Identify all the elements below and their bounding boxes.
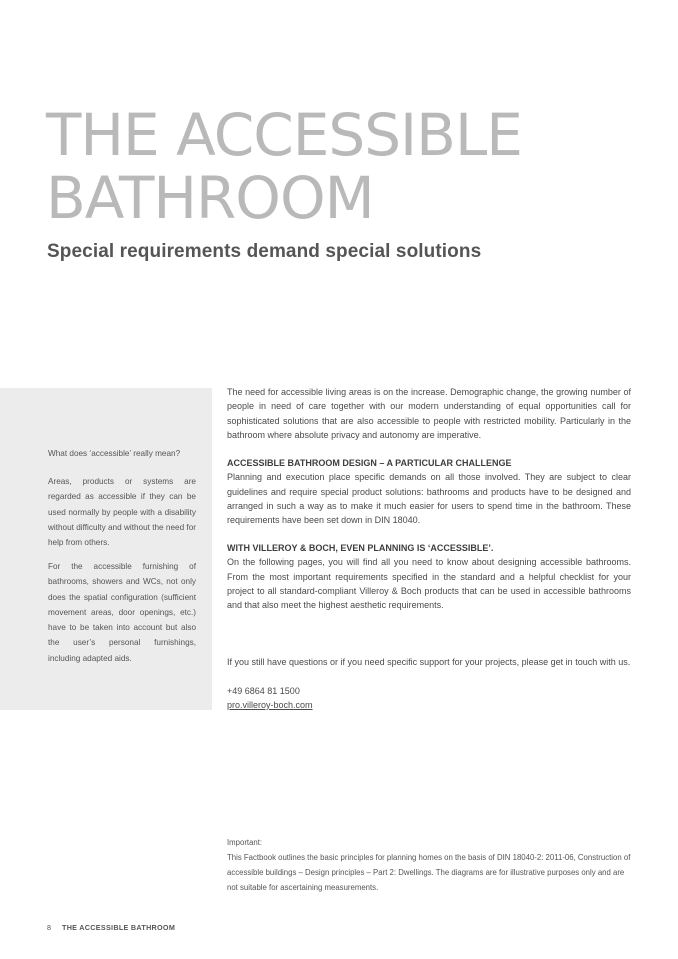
section-body: Planning and execution place specific demands on all those involved. They are subject to clear guidelines and require special product solutions: bathrooms and products have to be designed and arranged in such a way as to make it much easier for users to spend time in the bathroom. These requirements have been set down in DIN 18040. xyxy=(227,472,631,526)
footer-label: THE ACCESSIBLE BATHROOM xyxy=(62,923,176,932)
page-title xyxy=(46,101,522,232)
important-text: This Factbook outlines the basic principles for planning homes on the basis of DIN 18040-2: 2011-06, Construction of accessible buildings – Design principles – Part 2: Dwellings. The diagrams are for illustrative purposes only and are not suitable for ascertaining measurements. xyxy=(227,853,631,892)
sidebar-furnishing-note: For the accessible furnishing of bathrooms, showers and WCs, not only does the spatial configuration (sufficient movement areas, door openings, etc.) have to be taken into account but also the user’s personal furnishings, including adapted aids. xyxy=(48,562,196,663)
page-title-line-1: THE ACCESSIBLE xyxy=(46,101,522,169)
contact-website-link[interactable]: pro.villeroy-boch.com xyxy=(227,700,313,710)
important-note xyxy=(227,835,631,895)
section-design-challenge xyxy=(227,456,631,527)
important-label: Important: xyxy=(227,838,263,847)
sidebar-panel xyxy=(0,388,212,710)
section-heading: WITH VILLEROY & BOCH, EVEN PLANNING IS ‘ACCESSIBLE’. xyxy=(227,543,494,553)
page-subtitle: Special requirements demand special solutions xyxy=(47,241,482,262)
contact-phone[interactable]: +49 6864 81 1500 xyxy=(227,686,300,696)
section-planning xyxy=(227,541,631,612)
page-footer xyxy=(47,923,175,932)
sidebar-definition: Areas, products or systems are regarded as accessible if they can be used normally by people with a disability without difficulty and without the need for help from others. xyxy=(48,477,196,548)
section-body: On the following pages, you will find all you need to know about designing accessible bathrooms. From the most important requirements specified in the standard and a helpful checklist for your project to all standard-compliant Villeroy & Boch products that can be used in accessible bathrooms and that also meet the highest aesthetic requirements. xyxy=(227,557,631,611)
contact-text: If you still have questions or if you need specific support for your projects, please get in touch with us. xyxy=(227,657,631,667)
contact-website-wrap xyxy=(227,698,313,712)
intro-paragraph: The need for accessible living areas is on the increase. Demographic change, the growing number of people in need of care together with our modern understanding of equal opportunities call for sophisticated solutions that are also accessible to people with restricted mobility. Particularly in the bathroom where absolute privacy and autonomy are imperative. xyxy=(227,387,631,440)
page-number: 8 xyxy=(47,923,51,932)
main-text xyxy=(227,385,631,442)
page-title-line-2: BATHROOM xyxy=(46,164,374,232)
sidebar-question: What does ‘accessible’ really mean? xyxy=(48,449,181,458)
section-heading: ACCESSIBLE BATHROOM DESIGN – A PARTICULAR CHALLENGE xyxy=(227,458,512,468)
